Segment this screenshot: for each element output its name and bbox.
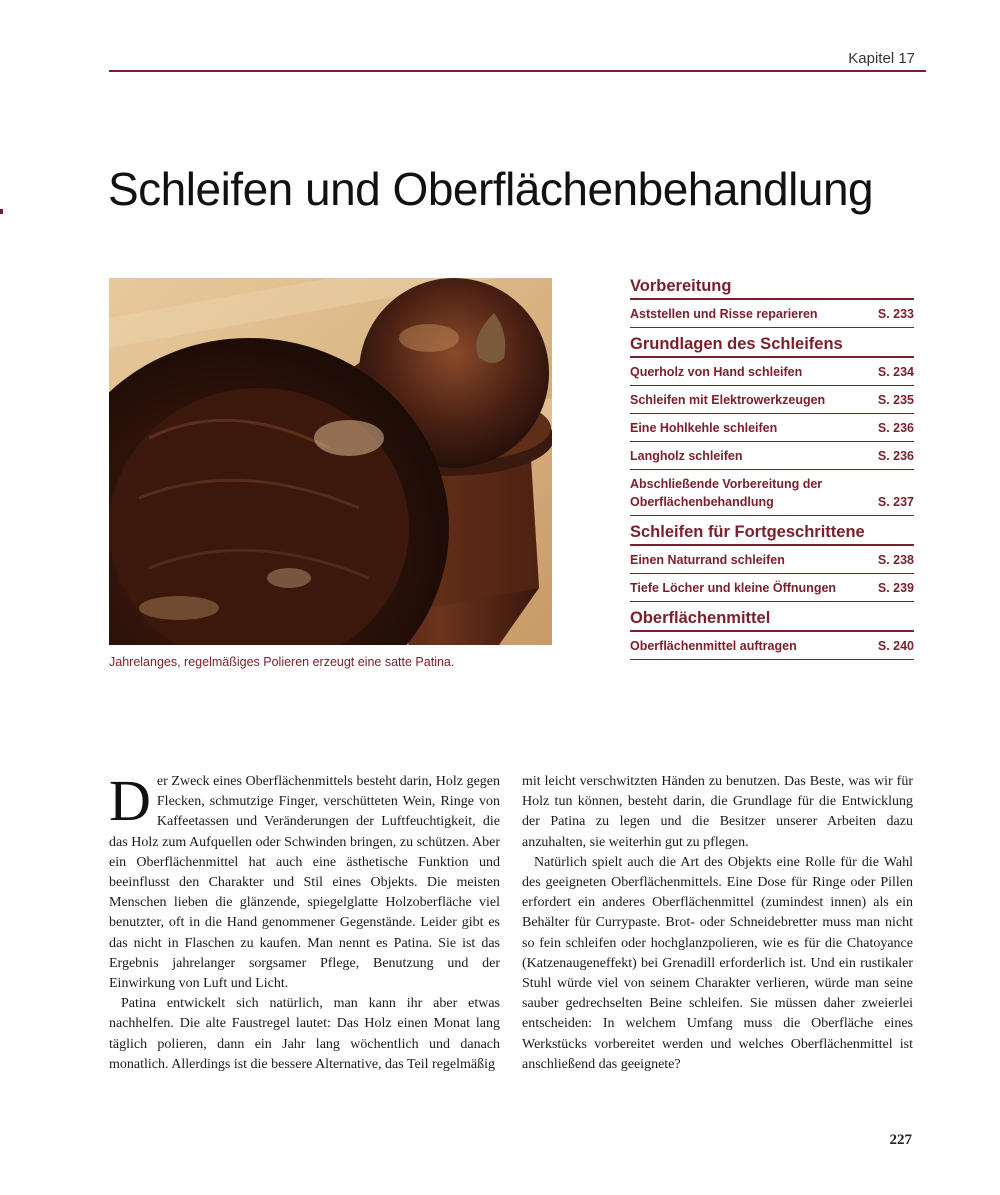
toc-entry-label: Schleifen mit Elektrowerkzeugen	[630, 393, 826, 407]
toc-entry-label: Eine Hohlkehle schleifen	[630, 421, 778, 435]
toc-entry-page: S. 234	[877, 365, 914, 379]
toc-entry-label: Abschließende Vorbereitung der Oberflächenbehandlung	[630, 477, 823, 509]
body-paragraph: mit leicht verschwitzten Händen zu benutzen. Das Beste, was wir für Holz tun können, besteht darin, die Grundlage für die Entwicklung der Patina zu legen und die Besitzer unserer Arbeiten dazu anzuhalten, sie weiterhin gut zu pflegen.	[522, 774, 913, 850]
body-paragraph: Patina entwickelt sich natürlich, man kann ihr aber etwas nachhelfen. Die alte Faustregel lautet: Das Holz einen Monat lang täglich polieren, dann ein Jahr lang wöchentlich und danach monatlich. Allerdings ist die bessere Alternative, das Teil regelmäßig	[109, 996, 500, 1072]
wood-bowl-photo	[109, 278, 552, 645]
toc-entry-page: S. 233	[877, 307, 914, 321]
page-number: 227	[889, 1132, 912, 1148]
toc-entry[interactable]	[630, 632, 914, 660]
toc-entry[interactable]	[630, 358, 914, 386]
chapter-header: Kapitel 17	[848, 50, 915, 67]
toc-entry[interactable]	[630, 386, 914, 414]
toc-section	[630, 606, 914, 660]
toc-entry[interactable]	[630, 442, 914, 470]
toc-entry[interactable]	[630, 546, 914, 574]
toc-entry-label: Einen Naturrand schleifen	[630, 553, 785, 567]
toc-entry-label: Querholz von Hand schleifen	[630, 365, 803, 379]
toc-entry[interactable]	[630, 574, 914, 602]
photo-caption: Jahrelanges, regelmäßiges Polieren erzeugt eine satte Patina.	[109, 655, 455, 669]
toc-entry-page: S. 237	[877, 495, 914, 509]
toc-entry-label: Aststellen und Risse reparieren	[630, 307, 818, 321]
toc-entry-page: S. 240	[877, 639, 914, 653]
body-paragraph	[109, 768, 500, 994]
toc-entry-label: Oberflächenmittel auftragen	[630, 639, 797, 653]
body-paragraph: Natürlich spielt auch die Art des Objekts eine Rolle für die Wahl des geeigneten Oberflächenmittels. Eine Dose für Ringe oder Pillen erfordert ein anderes Oberflächenmittel (zumindest innen) als ein Behälter für Currypaste. Brot- oder Schneidebretter muss man nicht so fein schleifen oder hochglanzpolieren, wie es für die Chatoyance (Katzenaugeneffekt) bei Grenadill erforderlich ist. Und ein rustikaler Stuhl würde viel von seinem Charakter verlieren, würde man seine sauber gedrechselten Beine schleifen. Sie müssen daher zweierlei entscheiden: In welchem Umfang muss die Oberfläche eines Werkstücks vorbereitet werden und welches Oberflächenmittel ist anschließend das geeignete?	[522, 854, 913, 1072]
chapter-contents	[630, 274, 914, 664]
margin-marker	[0, 209, 3, 214]
toc-section-title: Grundlagen des Schleifens	[630, 332, 914, 358]
toc-entry-label: Langholz schleifen	[630, 449, 743, 463]
toc-entry-page: S. 236	[877, 449, 914, 463]
toc-entry-label: Tiefe Löcher und kleine Öffnungen	[630, 581, 837, 595]
toc-section	[630, 332, 914, 516]
paragraph-text: er Zweck eines Oberflächenmittels besteht darin, Holz gegen Flecken, schmutzige Finger, verschütteten Wein, Ringe von Kaffeetassen und Veränderungen der Luftfeuchtigkeit, die das Holz zum Aufquellen oder Schwinden bringen, zu schützen. Aber ein Oberflächenmittel hat auch eine ästhetische Funktion und beeinflusst den Charakter und Stil eines Objekts. Die meisten Menschen lieben die glänzende, spiegelglatte Holzoberfläche viel benutzter, oft in die Hand genommener Gegenstände. Leider gibt es das nicht in Flaschen zu kaufen. Man nennt es Patina. Sie ist das Ergebnis jahrelanger sorgsamer Pflege, Benutzung und der Einwirkung von Luft und Licht.	[109, 774, 500, 992]
toc-section	[630, 274, 914, 328]
toc-section-title: Schleifen für Fortgeschrittene	[630, 520, 914, 546]
toc-section	[630, 520, 914, 602]
toc-section-title: Oberflächenmittel	[630, 606, 914, 632]
page-title: Schleifen und Oberflächenbehandlung	[108, 163, 874, 215]
toc-entry-page: S. 235	[877, 393, 914, 407]
drop-cap: D	[109, 768, 151, 833]
body-column-left	[109, 768, 500, 1075]
toc-section-title: Vorbereitung	[630, 274, 914, 300]
header-rule	[109, 70, 926, 72]
body-column-right	[522, 772, 913, 1075]
toc-entry-page: S. 238	[877, 553, 914, 567]
toc-entry-page: S. 236	[877, 421, 914, 435]
toc-entry[interactable]	[630, 414, 914, 442]
toc-entry[interactable]	[630, 470, 914, 516]
toc-entry-page: S. 239	[877, 581, 914, 595]
toc-entry[interactable]	[630, 300, 914, 328]
